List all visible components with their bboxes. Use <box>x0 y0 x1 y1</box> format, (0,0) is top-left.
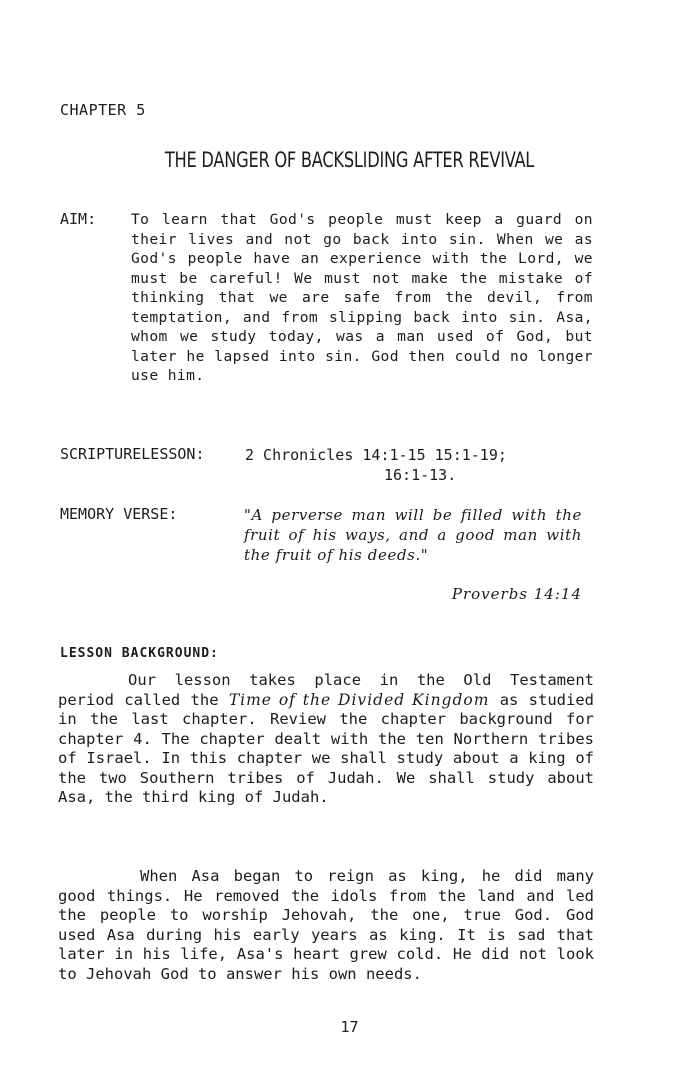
scripture-ref-line-2: 16:1-13. <box>384 466 457 484</box>
chapter-title: THE DANGER OF BACKSLIDING AFTER REVIVAL <box>164 148 535 172</box>
paragraph-1-text-start: Our lesson takes place in the Old Testament period called the <box>58 671 594 709</box>
scripture-lesson-label: SCRIPTURELESSON: <box>60 445 205 463</box>
aim-text: To learn that God's people must keep a guard on their lives and not go back into sin. When we as God's people have an experience with the Lord, we must be careful! We must not make the mistake of thinking that we are safe from the devil, from temptation, and from slipping back into sin. Asa, whom we study today, was a man used of God, but later he lapsed into sin. God then could no longer use him. <box>131 211 593 384</box>
lesson-background-heading: LESSON BACKGROUND: <box>60 646 219 661</box>
paragraph-1-text-end: as studied in the last chapter. Review the chapter background for chapter 4. The chapter dealt with the ten Northern tribes of Israel. In this chapter we shall study about a king of the two Southern tribes of Judah. We shall study about Asa, the third king of Judah. <box>58 690 594 806</box>
page-number: 17 <box>340 1018 359 1036</box>
chapter-label: CHAPTER 5 <box>60 101 146 119</box>
background-paragraph-2 <box>58 867 594 984</box>
scripture-ref-line-1: 2 Chronicles 14:1-15 15:1-19; <box>245 446 507 464</box>
paragraph-2-text: When Asa began to reign as king, he did many good things. He removed the idols from the land and led the people to worship Jehovah, the one, true God. God used Asa during his early years as king. It is sad that later in his life, Asa's heart grew cold. He did not look to Jehovah God to answer his own needs. <box>58 867 594 983</box>
background-paragraph-1 <box>58 671 594 808</box>
aim-label: AIM: <box>60 210 97 228</box>
memory-verse-label: MEMORY VERSE: <box>60 505 178 523</box>
paragraph-1-italic-period: Time of the Divided Kingdom <box>228 690 490 709</box>
memory-verse-reference: Proverbs 14:14 <box>451 585 582 603</box>
memory-verse-text: "A perverse man will be filled with the fruit of his ways, and a good man with the fruit of his deeds." <box>244 506 582 564</box>
scripture-lesson-reference <box>245 445 585 485</box>
